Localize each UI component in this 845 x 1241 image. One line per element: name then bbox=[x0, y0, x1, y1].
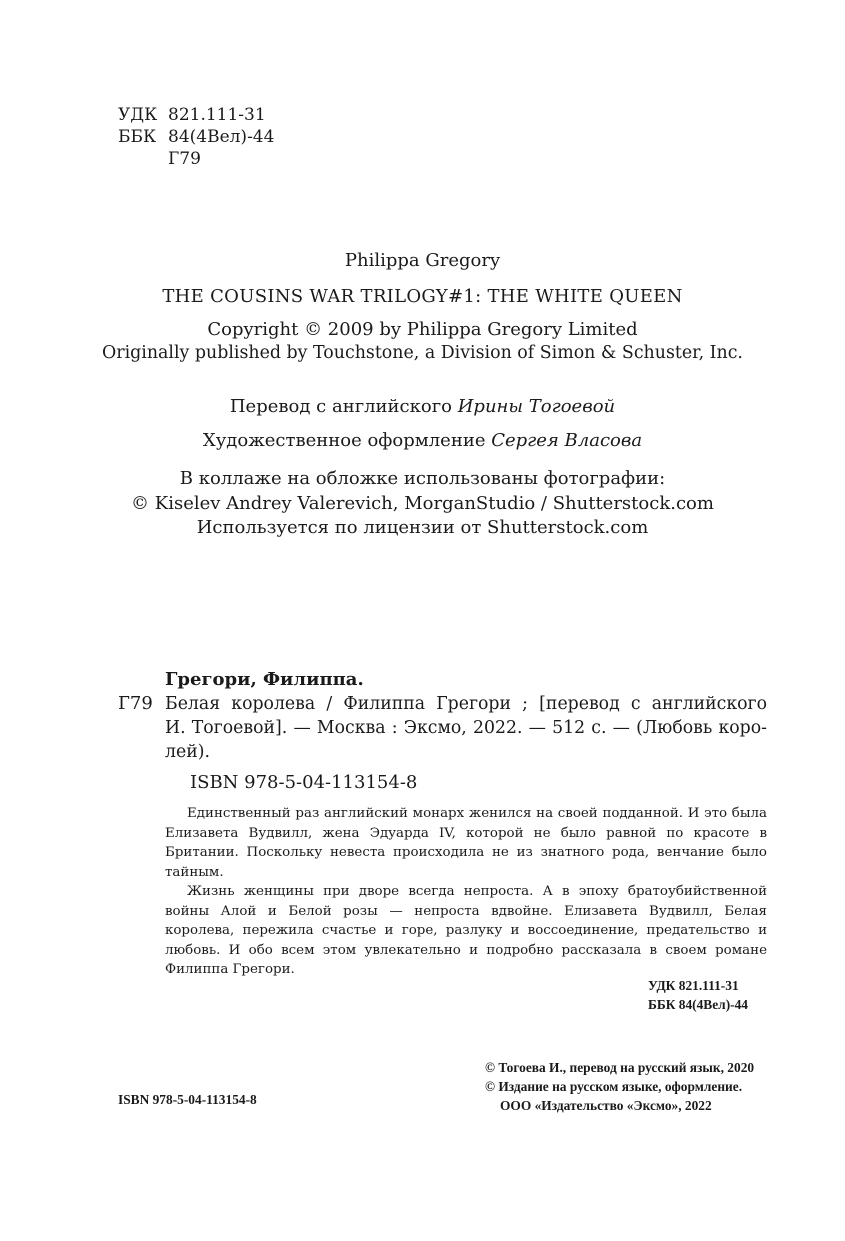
publisher-line: ООО «Издательство «Эксмо», 2022 bbox=[500, 1098, 712, 1113]
bib-description-line-3: лей). bbox=[165, 742, 210, 762]
license-line: Используется по лицензии от Shutterstock.com bbox=[196, 517, 649, 538]
design-prefix: Художественное оформление bbox=[202, 430, 486, 451]
bib-author-mark: Г79 bbox=[118, 693, 153, 714]
bbk-label: ББК bbox=[118, 127, 157, 147]
bib-isbn: ISBN 978-5-04-113154-8 bbox=[190, 772, 418, 793]
udk-line bbox=[118, 104, 274, 126]
design-line bbox=[0, 430, 845, 451]
copyright-edition: © Издание на русском языке, оформление. bbox=[485, 1079, 743, 1094]
collage-line: В коллаже на обложке использованы фотографии: bbox=[179, 468, 666, 489]
bbk-right: ББК 84(4Вел)-44 bbox=[648, 997, 749, 1012]
copyright-line: Copyright © 2009 by Philippa Gregory Limited bbox=[207, 319, 638, 340]
designer-name: Сергея Власова bbox=[491, 430, 643, 451]
bib-description-line-1: Белая королева / Филиппа Грегори ; [перевод с английского bbox=[165, 694, 767, 714]
translator-name: Ирины Тогоевой bbox=[457, 396, 616, 417]
bib-heading: Грегори, Филиппа. bbox=[165, 669, 364, 690]
originally-published-line: Originally published by Touchstone, a Division of Simon & Schuster, Inc. bbox=[102, 343, 743, 363]
original-author: Philippa Gregory bbox=[344, 250, 501, 271]
copyright-translation: © Тогоева И., перевод на русский язык, 2020 bbox=[485, 1060, 755, 1075]
annotation bbox=[165, 804, 767, 980]
photo-credit: © Kiselev Andrey Valerevich, MorganStudio / Shutterstock.com bbox=[131, 493, 714, 514]
footer-isbn: ISBN 978-5-04-113154-8 bbox=[118, 1092, 257, 1107]
classification-block bbox=[118, 104, 274, 170]
author-mark: Г79 bbox=[168, 149, 201, 169]
translation-line bbox=[0, 396, 845, 417]
translation-prefix: Перевод с английского bbox=[229, 396, 452, 417]
annotation-paragraph-2: Жизнь женщины при дворе всегда непроста. А в эпоху братоубийственной войны Алой и Белой розы — непроста вдвойне. Елизавета Вудвилл, Белая королева, пережила счастье и горе, разлуку и воссоединение, предательство и любовь. И обо всем этом увлекательно и подробно рассказала в своем романе Филиппа Грегори. bbox=[165, 884, 767, 977]
bbk-line bbox=[118, 126, 274, 148]
udk-value: 821.111-31 bbox=[168, 105, 266, 125]
bbk-value: 84(4Вел)-44 bbox=[168, 127, 275, 147]
original-title: THE COUSINS WAR TRILOGY#1: THE WHITE QUEEN bbox=[162, 286, 683, 307]
udk-right: УДК 821.111-31 bbox=[648, 978, 739, 993]
annotation-paragraph-1: Единственный раз английский монарх женился на своей подданной. И это была Елизавета Вудвилл, жена Эдуарда IV, которой не было равной по красоте в Британии. Поскольку невеста происходила не из знатного рода, венчание было тайным. bbox=[165, 806, 767, 880]
udk-label: УДК bbox=[118, 105, 158, 125]
footer-copyrights bbox=[485, 1058, 754, 1115]
bib-description-line-2: И. Тогоевой]. — Москва : Эксмо, 2022. — 512 с. — (Любовь коро- bbox=[165, 718, 767, 738]
classification-right bbox=[648, 976, 748, 1014]
bib-description bbox=[165, 692, 767, 764]
